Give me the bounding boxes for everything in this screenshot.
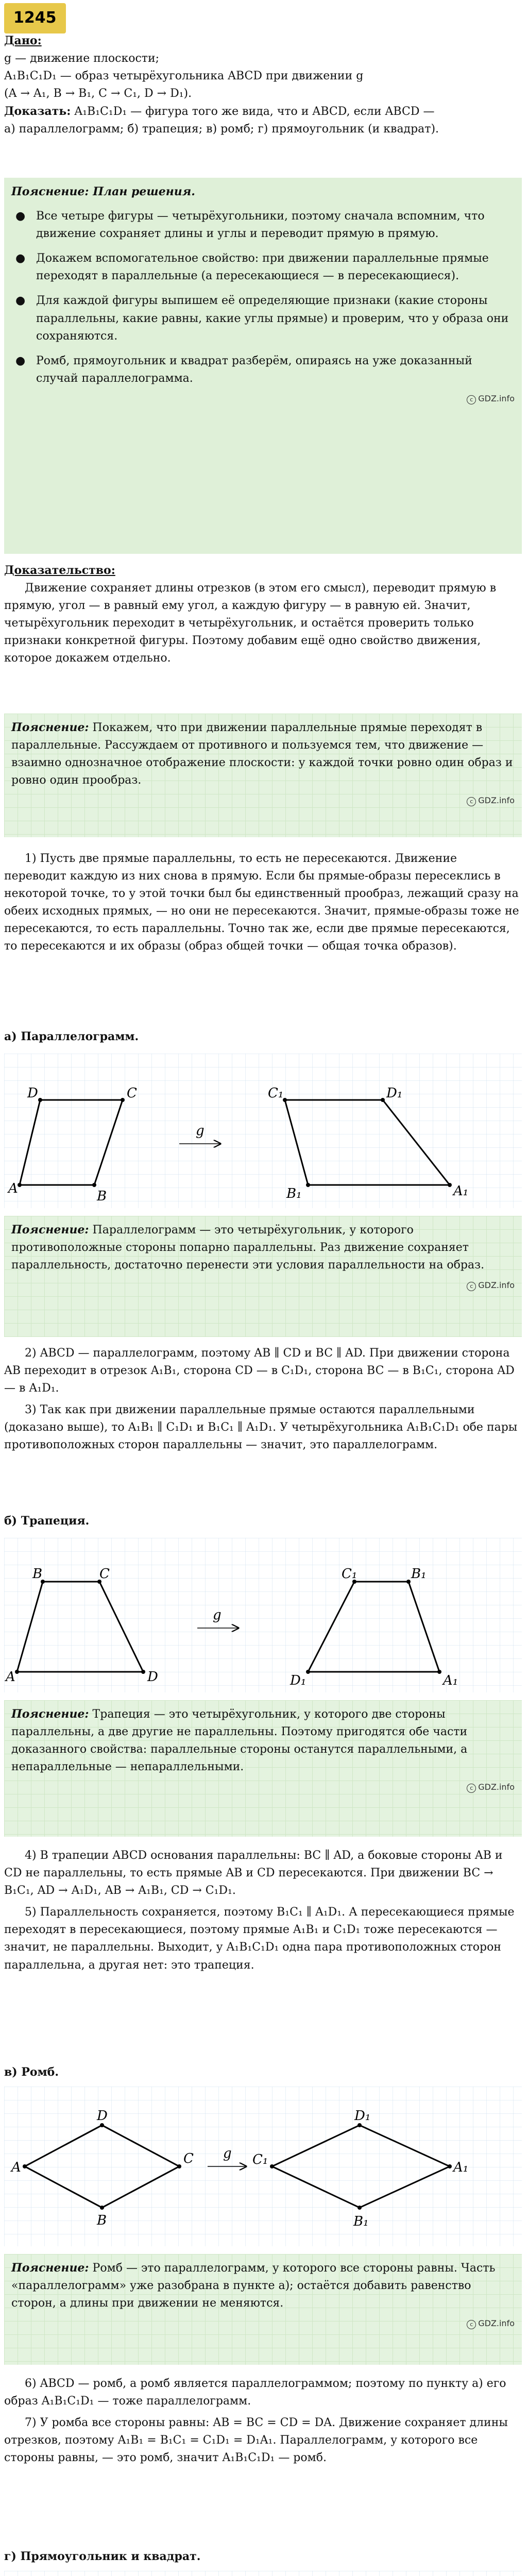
point-d — [141, 1670, 145, 1674]
given-label: Дано: — [4, 34, 42, 47]
explanation-label: Пояснение: — [11, 721, 89, 734]
proof-label: Доказательство: — [4, 564, 115, 577]
explanation-label: Пояснение: — [11, 1223, 89, 1236]
label-c: C — [183, 2151, 194, 2166]
point-a — [18, 1183, 22, 1187]
point-a1 — [437, 1670, 441, 1674]
heading-parallelogram: а) Параллелограмм. — [4, 1030, 139, 1043]
plan-bullet-2 — [11, 250, 515, 285]
point-d1 — [306, 1670, 310, 1674]
point-c — [121, 1098, 125, 1102]
label-a: A — [8, 1181, 18, 1196]
label-c: C — [99, 1566, 110, 1582]
label-g: g — [213, 1607, 222, 1623]
explanation-label: Пояснение: — [11, 2261, 89, 2275]
paragraph-5: 5) Параллельность сохраняется, поэтому B₁C₁ ∥ A₁D₁. А пересекающиеся прямые переходят в пересекающиеся, поэтому прямые A₁B₁ и C₁D₁ тоже пересекаются — значит, не параллельны. Выходит, у A₁B₁C₁D₁ одна пара противоположных сторон параллельна, а другая нет: это трапеция. — [4, 1906, 515, 1972]
point-a1 — [448, 2164, 452, 2168]
point-a1 — [448, 1183, 452, 1187]
plan-title: Пояснение: План решения. — [11, 185, 195, 198]
credit: c GDZ.info — [11, 794, 515, 807]
copyright-icon: c — [467, 797, 476, 806]
label-c1: C₁ — [342, 1566, 357, 1582]
explanation-label: Пояснение: — [11, 1707, 89, 1721]
plan-bullet-text: Докажем вспомогательное свойство: при движении параллельные прямые переходят в параллельные (а пересекающиеся — в пересекающиеся). — [36, 252, 489, 283]
explanation-box-3 — [4, 1700, 522, 1837]
point-b1 — [306, 1183, 310, 1187]
explanation-text: Ромб — это параллелограмм, у которого все стороны равны. Часть «параллелограмм» уже разобрана в пункте а); остаётся добавить равенство сторон, а длины при движении не меняются. — [11, 2262, 496, 2310]
plan-bullet-text: Ромб, прямоугольник и квадрат разберём, опираясь на уже доказанный случай параллелограмма. — [36, 354, 472, 385]
label-c1: C₁ — [268, 1086, 284, 1101]
label-a: A — [6, 1669, 15, 1685]
point-b — [100, 2206, 104, 2210]
copyright-icon: c — [467, 1282, 476, 1291]
label-c1: C₁ — [252, 2152, 268, 2167]
grid-background — [4, 1538, 522, 1692]
explanation-box-4 — [4, 2254, 522, 2365]
bullet-icon: ● — [15, 210, 26, 223]
explanation-text: Трапеция — это четырёхугольник, у которого две стороны параллельны, а две другие не параллельны. Поэтому пригодятся обе части доказанного свойства: параллельные стороны останутся параллельными, а непараллельные — непараллельными. — [11, 1708, 468, 1774]
label-d: D — [147, 1669, 158, 1685]
point-b — [92, 1183, 96, 1187]
label-d: D — [27, 1086, 38, 1101]
label-g: g — [196, 1123, 205, 1139]
label-d1: D₁ — [386, 1086, 403, 1101]
figure-trapezoid — [4, 1538, 522, 1692]
heading-rhombus: в) Ромб. — [4, 2065, 59, 2079]
prove-text: A₁B₁C₁D₁ — фигура того же вида, что и ABCD, если ABCD — — [71, 105, 435, 118]
copyright-icon: c — [467, 395, 476, 404]
plan-bullet-1 — [11, 208, 515, 243]
given-line-1: g — движение плоскости; — [4, 52, 160, 65]
explanation-box-1 — [4, 714, 522, 837]
credit: c GDZ.info — [11, 2317, 515, 2330]
figure-rectangle — [4, 2571, 522, 2576]
label-b1: B₁ — [411, 1566, 427, 1582]
explanation-box-2 — [4, 1216, 522, 1337]
label-a: A — [11, 2160, 21, 2175]
copyright-icon: c — [467, 2320, 476, 2329]
paragraph-2-3 — [4, 1345, 522, 1454]
figure-rectangle-svg — [4, 2571, 522, 2576]
paragraph-3: 3) Так как при движении параллельные прямые остаются параллельными (доказано выше), то A₁B₁ ∥ C₁D₁ и B₁C₁ ∥ A₁D₁. У четырёхугольника A₁B₁C₁D₁ обе пары противоположных сторон параллельны — значит, это параллелограмм. — [4, 1403, 518, 1452]
proof-block — [4, 562, 522, 668]
point-d — [100, 2123, 104, 2127]
label-a1: A₁ — [443, 1673, 458, 1688]
paragraph-6-7 — [4, 2375, 522, 2467]
paragraph-2: 2) ABCD — параллелограмм, поэтому AB ∥ CD и BC ∥ AD. При движении сторона AB переходит в отрезок A₁B₁, сторона CD — в C₁D₁, сторона BC — в B₁C₁, сторона AD — в A₁D₁. — [4, 1347, 515, 1395]
bullet-icon: ● — [15, 354, 26, 367]
given-line-3: (A → A₁, B → B₁, C → C₁, D → D₁). — [4, 87, 192, 100]
label-d1: D₁ — [354, 2108, 371, 2124]
label-b1: B₁ — [353, 2214, 369, 2229]
label-c: C — [127, 1086, 137, 1101]
plan-bullet-text: Для каждой фигуры выпишем её определяющие признаки (какие стороны параллельны, какие равны, какие углы прямые) и проверим, что у образа они сохраняются. — [36, 294, 509, 343]
credit: c GDZ.info — [11, 1781, 515, 1794]
point-a — [15, 1670, 19, 1674]
given-block — [4, 32, 522, 139]
given-line-2: A₁B₁C₁D₁ — образ четырёхугольника ABCD при движении g — [4, 70, 364, 83]
label-b: B — [97, 2213, 107, 2228]
label-b: B — [32, 1566, 43, 1582]
figure-parallelogram — [4, 1054, 522, 1208]
point-c — [177, 2164, 181, 2168]
label-b: B — [97, 1189, 107, 1204]
plan-bullet-4 — [11, 352, 515, 387]
point-d — [38, 1098, 42, 1102]
point-d1 — [357, 2123, 362, 2127]
plan-box — [4, 178, 522, 554]
prove-label: Доказать: — [4, 105, 71, 118]
grid-background — [4, 2571, 522, 2576]
figure-parallelogram-svg — [4, 1054, 522, 1208]
proof-text: Движение сохраняет длины отрезков (в этом его смысл), переводит прямую в прямую, угол — в равный ему угол, а каждую фигуру — в равную ей. Значит, четырёхугольник переходит в четырёхугольник, и остаётся проверить только признаки конкретной фигуры. Поэтому добавим ещё одно свойство движения, которое докажем отдельно. — [4, 582, 497, 665]
paragraph-1: 1) Пусть две прямые параллельны, то есть не пересекаются. Движение переводит каждую из них снова в прямую. Если бы прямые-образы пересеклись в некоторой точке, то у этой точки был бы единственный прообраз, лежащий сразу на обеих исходных прямых, — но они не пересекаются. Значит, прямые-образы тоже не пересекаются, то есть параллельны. Точно так же, если две прямые пересекаются, то пересекаются и их образы (образ общей точки — общая точка образов). — [4, 852, 519, 953]
figure-trapezoid-svg — [4, 1538, 522, 1692]
point-b1 — [357, 2206, 362, 2210]
point-c1 — [270, 2164, 274, 2168]
label-b1: B₁ — [286, 1186, 302, 1201]
bullet-icon: ● — [15, 294, 26, 308]
figure-rhombus-svg — [4, 2087, 522, 2246]
paragraph-4: 4) В трапеции ABCD основания параллельны: BC ∥ AD, а боковые стороны AB и CD не параллельны, то есть прямые AB и CD пересекаются. При движении BC → B₁C₁, AD → A₁D₁, AB → A₁B₁, CD → C₁D₁. — [4, 1849, 503, 1897]
heading-rectangle-square: г) Прямоугольник и квадрат. — [4, 2550, 201, 2563]
paragraph-4-5 — [4, 1847, 522, 1974]
point-d1 — [381, 1098, 385, 1102]
credit: c GDZ.info — [11, 1279, 515, 1292]
plan-bullet-text: Все четыре фигуры — четырёхугольники, поэтому сначала вспомним, что движение сохраняет длины и углы и переводит прямую в прямую. — [36, 210, 485, 241]
point-a — [23, 2164, 27, 2168]
paragraph-6: 6) ABCD — ромб, а ромб является параллелограммом; поэтому по пункту а) его образ A₁B₁C₁D₁ — тоже параллелограмм. — [4, 2377, 506, 2408]
copyright-icon: c — [467, 1784, 476, 1793]
prove-options: а) параллелограмм; б) трапеция; в) ромб; г) прямоугольник (и квадрат). — [4, 123, 439, 136]
label-a1: A₁ — [453, 1183, 469, 1199]
plan-bullet-3 — [11, 292, 515, 345]
explanation-text: Покажем, что при движении параллельные прямые переходят в параллельные. Рассуждаем от противного и пользуемся тем, что движение — взаимно однозначное отображение плоскости: у каждой точки ровно один образ и ровно один прообраз. — [11, 721, 513, 787]
label-d: D — [97, 2108, 108, 2124]
paragraph-7: 7) У ромба все стороны равны: AB = BC = CD = DA. Движение сохраняет длины отрезков, поэтому A₁B₁ = B₁C₁ = C₁D₁ = D₁A₁. Параллелограмм, у которого все стороны равны, — это ромб, значит A₁B₁C₁D₁ — ромб. — [4, 2416, 508, 2465]
label-d1: D₁ — [290, 1673, 306, 1688]
problem-number: 1245 — [4, 3, 66, 33]
explanation-text: Параллелограмм — это четырёхугольник, у которого противоположные стороны попарно параллельны. Раз движение сохраняет параллельность, достаточно перенести эти условия параллельности на образ. — [11, 1224, 485, 1272]
label-g: g — [223, 2146, 232, 2161]
bullet-icon: ● — [15, 252, 26, 265]
heading-trapezoid: б) Трапеция. — [4, 1514, 90, 1528]
figure-rhombus — [4, 2087, 522, 2246]
point-b1 — [406, 1580, 411, 1584]
credit: c GDZ.info — [11, 393, 515, 405]
label-a1: A₁ — [453, 2160, 469, 2175]
